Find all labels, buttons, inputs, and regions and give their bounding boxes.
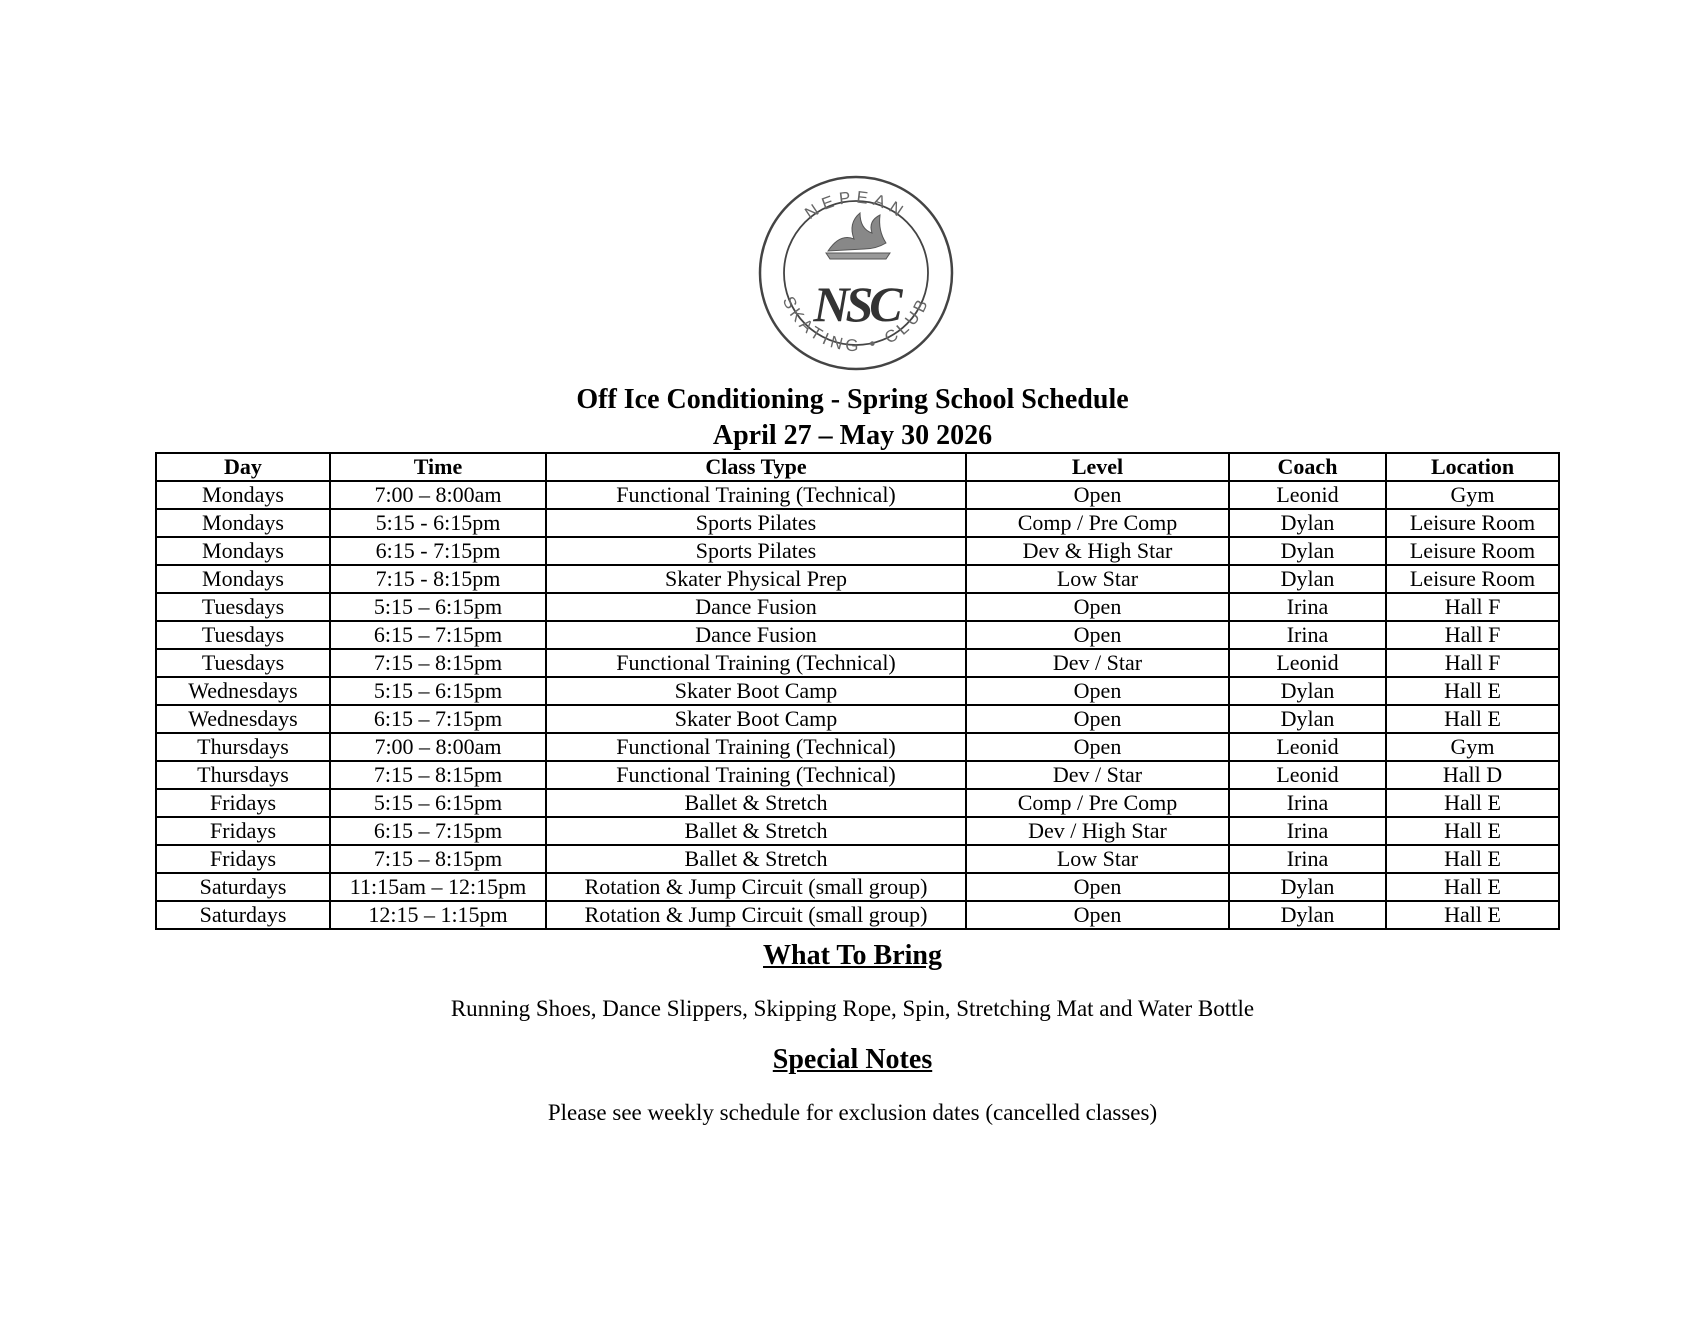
column-header-location: Location <box>1386 453 1559 481</box>
table-header-row <box>156 453 1559 481</box>
cell-coach: Leonid <box>1229 761 1386 789</box>
logo-arc-top-text: NEPEAN <box>801 187 911 224</box>
column-header-day: Day <box>156 453 330 481</box>
cell-class-type: Dance Fusion <box>546 593 966 621</box>
cell-level: Open <box>966 873 1229 901</box>
cell-class-type: Ballet & Stretch <box>546 845 966 873</box>
cell-time: 6:15 – 7:15pm <box>330 817 546 845</box>
cell-time: 7:15 – 8:15pm <box>330 649 546 677</box>
page-title: Off Ice Conditioning - Spring School Schedule <box>576 384 1129 415</box>
cell-coach: Irina <box>1229 593 1386 621</box>
cell-day: Mondays <box>156 481 330 509</box>
cell-class-type: Rotation & Jump Circuit (small group) <box>546 901 966 929</box>
cell-level: Open <box>966 901 1229 929</box>
cell-level: Dev / Star <box>966 649 1229 677</box>
cell-location: Hall E <box>1386 817 1559 845</box>
cell-coach: Leonid <box>1229 649 1386 677</box>
cell-location: Leisure Room <box>1386 565 1559 593</box>
what-to-bring-text: Running Shoes, Dance Slippers, Skipping Rope, Spin, Stretching Mat and Water Bottle <box>450 996 1255 1021</box>
cell-time: 5:15 - 6:15pm <box>330 509 546 537</box>
cell-class-type: Sports Pilates <box>546 537 966 565</box>
cell-time: 5:15 – 6:15pm <box>330 593 546 621</box>
cell-level: Open <box>966 621 1229 649</box>
table-row <box>156 901 1559 929</box>
cell-day: Saturdays <box>156 901 330 929</box>
cell-time: 5:15 – 6:15pm <box>330 677 546 705</box>
cell-level: Low Star <box>966 845 1229 873</box>
date-range: April 27 – May 30 2026 <box>712 420 993 451</box>
cell-location: Hall D <box>1386 761 1559 789</box>
cell-class-type: Functional Training (Technical) <box>546 761 966 789</box>
cell-level: Dev / High Star <box>966 817 1229 845</box>
cell-coach: Leonid <box>1229 481 1386 509</box>
cell-level: Open <box>966 705 1229 733</box>
table-row <box>156 873 1559 901</box>
cell-class-type: Skater Physical Prep <box>546 565 966 593</box>
cell-time: 6:15 – 7:15pm <box>330 705 546 733</box>
cell-coach: Irina <box>1229 845 1386 873</box>
column-header-level: Level <box>966 453 1229 481</box>
cell-location: Hall E <box>1386 901 1559 929</box>
column-header-class-type: Class Type <box>546 453 966 481</box>
table-row <box>156 761 1559 789</box>
what-to-bring-heading: What To Bring <box>763 940 942 971</box>
table-row <box>156 733 1559 761</box>
cell-level: Dev & High Star <box>966 537 1229 565</box>
table-row <box>156 593 1559 621</box>
special-notes-text: Please see weekly schedule for exclusion dates (cancelled classes) <box>547 1100 1158 1125</box>
cell-class-type: Skater Boot Camp <box>546 705 966 733</box>
cell-time: 6:15 – 7:15pm <box>330 621 546 649</box>
cell-coach: Dylan <box>1229 873 1386 901</box>
column-header-coach: Coach <box>1229 453 1386 481</box>
cell-coach: Dylan <box>1229 537 1386 565</box>
table-row <box>156 705 1559 733</box>
cell-time: 12:15 – 1:15pm <box>330 901 546 929</box>
column-header-time: Time <box>330 453 546 481</box>
cell-class-type: Ballet & Stretch <box>546 789 966 817</box>
table-row <box>156 789 1559 817</box>
cell-class-type: Sports Pilates <box>546 509 966 537</box>
cell-location: Hall F <box>1386 621 1559 649</box>
cell-day: Thursdays <box>156 733 330 761</box>
cell-class-type: Skater Boot Camp <box>546 677 966 705</box>
cell-location: Hall E <box>1386 845 1559 873</box>
cell-time: 7:15 – 8:15pm <box>330 761 546 789</box>
cell-location: Leisure Room <box>1386 537 1559 565</box>
cell-day: Wednesdays <box>156 705 330 733</box>
cell-time: 5:15 – 6:15pm <box>330 789 546 817</box>
cell-day: Mondays <box>156 565 330 593</box>
table-row <box>156 565 1559 593</box>
table-row <box>156 481 1559 509</box>
cell-class-type: Ballet & Stretch <box>546 817 966 845</box>
table-row <box>156 621 1559 649</box>
cell-location: Hall F <box>1386 593 1559 621</box>
flame-icon <box>826 213 890 259</box>
cell-level: Comp / Pre Comp <box>966 789 1229 817</box>
cell-level: Open <box>966 593 1229 621</box>
cell-level: Open <box>966 481 1229 509</box>
cell-day: Fridays <box>156 789 330 817</box>
cell-class-type: Dance Fusion <box>546 621 966 649</box>
cell-class-type: Rotation & Jump Circuit (small group) <box>546 873 966 901</box>
table-row <box>156 509 1559 537</box>
cell-location: Hall E <box>1386 789 1559 817</box>
cell-day: Saturdays <box>156 873 330 901</box>
cell-location: Hall E <box>1386 873 1559 901</box>
cell-day: Tuesdays <box>156 621 330 649</box>
cell-class-type: Functional Training (Technical) <box>546 481 966 509</box>
cell-level: Comp / Pre Comp <box>966 509 1229 537</box>
cell-time: 7:15 – 8:15pm <box>330 845 546 873</box>
cell-time: 7:15 - 8:15pm <box>330 565 546 593</box>
cell-location: Hall F <box>1386 649 1559 677</box>
cell-coach: Dylan <box>1229 677 1386 705</box>
cell-location: Hall E <box>1386 677 1559 705</box>
cell-class-type: Functional Training (Technical) <box>546 733 966 761</box>
cell-day: Fridays <box>156 845 330 873</box>
cell-coach: Dylan <box>1229 509 1386 537</box>
cell-coach: Dylan <box>1229 565 1386 593</box>
cell-day: Tuesdays <box>156 593 330 621</box>
cell-time: 6:15 - 7:15pm <box>330 537 546 565</box>
special-notes-heading: Special Notes <box>772 1044 933 1075</box>
cell-day: Tuesdays <box>156 649 330 677</box>
cell-coach: Leonid <box>1229 733 1386 761</box>
cell-coach: Irina <box>1229 789 1386 817</box>
cell-day: Thursdays <box>156 761 330 789</box>
cell-time: 7:00 – 8:00am <box>330 481 546 509</box>
cell-level: Open <box>966 733 1229 761</box>
cell-location: Gym <box>1386 733 1559 761</box>
cell-location: Hall E <box>1386 705 1559 733</box>
cell-time: 7:00 – 8:00am <box>330 733 546 761</box>
cell-day: Mondays <box>156 537 330 565</box>
cell-location: Leisure Room <box>1386 509 1559 537</box>
table-row <box>156 537 1559 565</box>
cell-day: Wednesdays <box>156 677 330 705</box>
cell-coach: Irina <box>1229 621 1386 649</box>
table-row <box>156 677 1559 705</box>
cell-day: Fridays <box>156 817 330 845</box>
schedule-table <box>155 452 1560 930</box>
club-logo <box>756 173 956 373</box>
table-row <box>156 817 1559 845</box>
cell-day: Mondays <box>156 509 330 537</box>
cell-location: Gym <box>1386 481 1559 509</box>
cell-level: Open <box>966 677 1229 705</box>
table-row <box>156 649 1559 677</box>
logo-monogram: NSC <box>813 276 899 332</box>
cell-coach: Dylan <box>1229 901 1386 929</box>
cell-coach: Dylan <box>1229 705 1386 733</box>
cell-time: 11:15am – 12:15pm <box>330 873 546 901</box>
cell-level: Low Star <box>966 565 1229 593</box>
cell-level: Dev / Star <box>966 761 1229 789</box>
logo-arc-bottom-text: SKATING • CLUB <box>778 293 934 356</box>
cell-coach: Irina <box>1229 817 1386 845</box>
cell-class-type: Functional Training (Technical) <box>546 649 966 677</box>
table-row <box>156 845 1559 873</box>
